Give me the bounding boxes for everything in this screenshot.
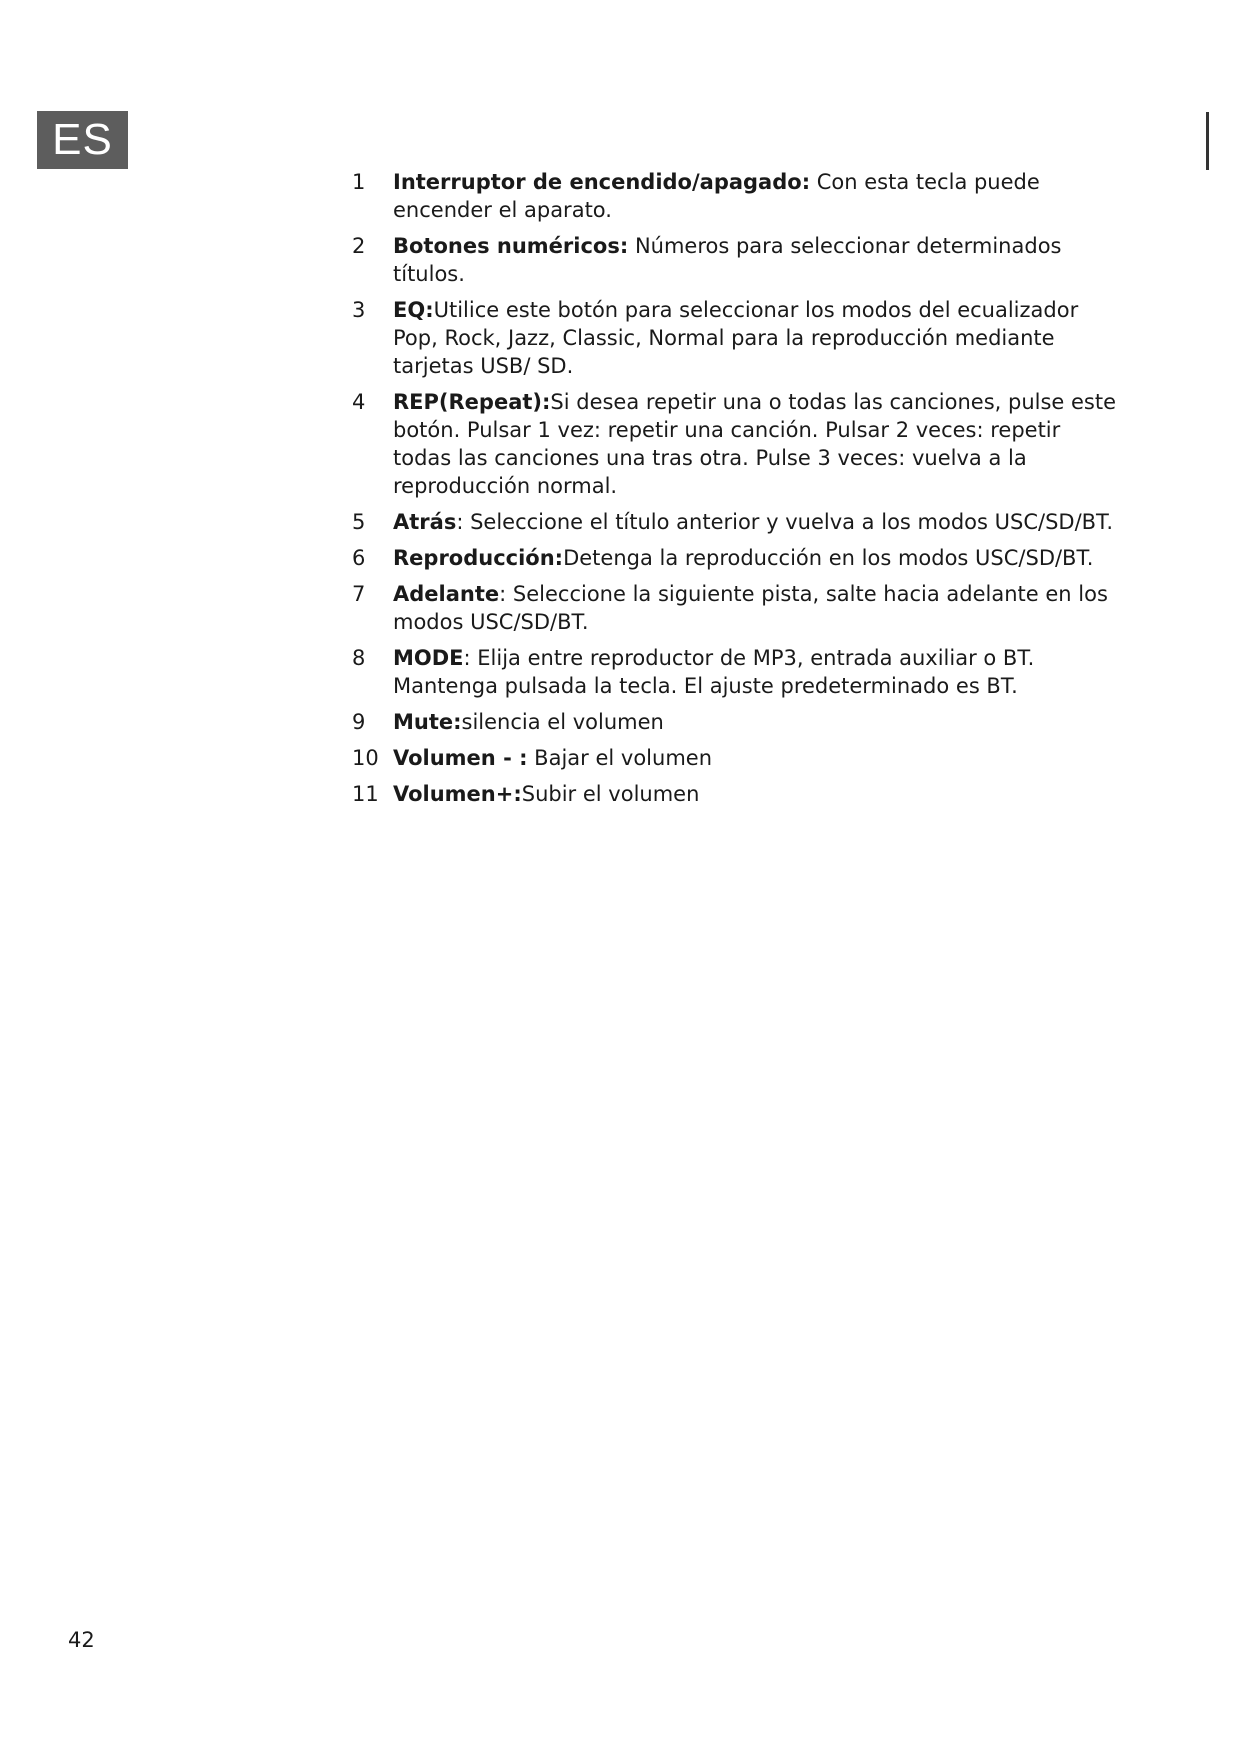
list-item xyxy=(352,744,1122,772)
list-item xyxy=(352,708,1122,736)
item-term: Botones numéricos: xyxy=(393,234,629,258)
item-term: EQ: xyxy=(393,298,434,322)
page-number: 42 xyxy=(68,1628,95,1652)
item-number: 2 xyxy=(352,234,366,258)
item-number: 4 xyxy=(352,390,366,414)
list-item xyxy=(352,296,1122,380)
item-term: Mute: xyxy=(393,710,462,734)
list-item xyxy=(352,780,1122,808)
list-item xyxy=(352,232,1122,288)
item-description: Subir el volumen xyxy=(521,782,700,806)
item-number: 10 xyxy=(352,746,379,770)
item-description: Bajar el volumen xyxy=(527,746,712,770)
item-description: Con esta tecla puede encender el aparato. xyxy=(393,170,1040,222)
item-number: 9 xyxy=(352,710,366,734)
list-item xyxy=(352,508,1122,536)
item-description: silencia el volumen xyxy=(461,710,664,734)
item-number: 3 xyxy=(352,298,366,322)
item-term: Atrás xyxy=(393,510,457,534)
item-term: Volumen+: xyxy=(393,782,522,806)
item-term: REP(Repeat): xyxy=(393,390,551,414)
list-item xyxy=(352,168,1122,224)
item-description: Números para seleccionar determinados títulos. xyxy=(393,234,1062,286)
item-term: MODE xyxy=(393,646,464,670)
item-number: 5 xyxy=(352,510,366,534)
list-item xyxy=(352,388,1122,500)
item-description: : Seleccione el título anterior y vuelva a los modos USC/SD/BT. xyxy=(456,510,1114,534)
button-function-list xyxy=(352,168,1122,816)
edge-marker-line xyxy=(1206,112,1209,170)
item-term: Volumen - : xyxy=(393,746,528,770)
item-number: 8 xyxy=(352,646,366,670)
item-number: 6 xyxy=(352,546,366,570)
item-description: Detenga la reproducción en los modos USC/SD/BT. xyxy=(563,546,1094,570)
item-description: : Elija entre reproductor de MP3, entrada auxiliar o BT. Mantenga pulsada la tecla. El ajuste predeterminado es BT. xyxy=(393,646,1035,698)
item-term: Adelante xyxy=(393,582,500,606)
item-description: : Seleccione la siguiente pista, salte hacia adelante en los modos USC/SD/BT. xyxy=(393,582,1108,634)
item-number: 1 xyxy=(352,170,366,194)
list-item xyxy=(352,544,1122,572)
list-item xyxy=(352,580,1122,636)
item-description: Utilice este botón para seleccionar los modos del ecualizador Pop, Rock, Jazz, Classic, Normal para la reproducción mediante tarjetas USB/ SD. xyxy=(393,298,1079,378)
item-number: 7 xyxy=(352,582,366,606)
language-tab: ES xyxy=(37,111,128,169)
list-item xyxy=(352,644,1122,700)
item-description: Si desea repetir una o todas las canciones, pulse este botón. Pulsar 1 vez: repetir una canción. Pulsar 2 veces: repetir todas las canciones una tras otra. Pulse 3 veces: vuelva a la reproducción normal. xyxy=(393,390,1117,498)
item-number: 11 xyxy=(352,782,379,806)
item-term: Interruptor de encendido/apagado: xyxy=(393,170,811,194)
item-term: Reproducción: xyxy=(393,546,564,570)
